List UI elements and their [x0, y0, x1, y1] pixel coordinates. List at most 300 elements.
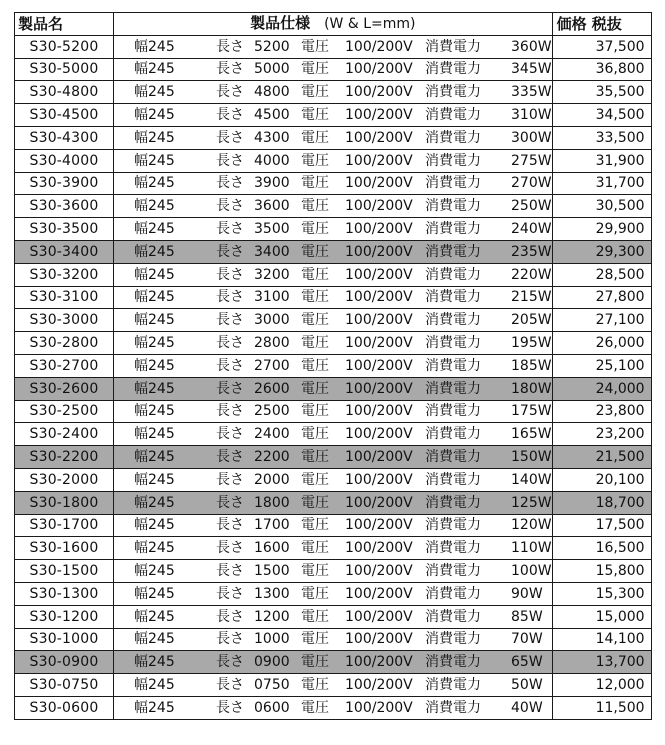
product-price: 29,900 — [552, 218, 651, 241]
length-label: 長さ — [216, 517, 244, 534]
spec-width — [134, 652, 216, 672]
length-value: 1000 — [254, 631, 290, 648]
width-value: 245 — [148, 449, 175, 466]
length-label: 長さ — [216, 380, 244, 397]
spec-width — [134, 629, 216, 649]
power-label: 消費電力 — [425, 426, 481, 443]
voltage-label: 電圧 — [301, 494, 329, 511]
product-name: S30-2800 — [15, 332, 114, 355]
power-value: 205W — [511, 312, 552, 329]
width-label: 幅 — [134, 152, 148, 169]
length-value: 3200 — [254, 266, 290, 283]
width-label: 幅 — [134, 426, 148, 443]
length-value: 2000 — [254, 471, 290, 488]
product-name: S30-1800 — [15, 491, 114, 514]
product-price: 36,800 — [552, 58, 651, 81]
product-spec — [114, 696, 553, 719]
length-label: 長さ — [216, 198, 244, 215]
product-name: S30-3400 — [15, 240, 114, 263]
power-label: 消費電力 — [425, 449, 481, 466]
product-spec — [114, 81, 553, 104]
table-row — [15, 35, 652, 58]
spec-width — [134, 287, 216, 307]
voltage-value: 100/200V — [345, 449, 413, 466]
product-name: S30-4000 — [15, 149, 114, 172]
voltage-label: 電圧 — [301, 540, 329, 557]
table-row — [15, 560, 652, 583]
power-value: 185W — [511, 357, 552, 374]
voltage-label: 電圧 — [301, 335, 329, 352]
length-value: 0900 — [254, 654, 290, 671]
voltage-value: 100/200V — [345, 357, 413, 374]
product-spec — [114, 309, 553, 332]
voltage-label: 電圧 — [301, 243, 329, 260]
voltage-label: 電圧 — [301, 471, 329, 488]
voltage-label: 電圧 — [301, 289, 329, 306]
product-spec — [114, 582, 553, 605]
length-value: 3000 — [254, 312, 290, 329]
power-value: 250W — [511, 198, 552, 215]
power-value: 360W — [511, 38, 552, 55]
length-value: 3600 — [254, 198, 290, 215]
power-value: 310W — [511, 107, 552, 124]
product-price: 29,300 — [552, 240, 651, 263]
product-spec — [114, 58, 553, 81]
product-price: 15,300 — [552, 582, 651, 605]
width-label: 幅 — [134, 517, 148, 534]
product-name: S30-2400 — [15, 423, 114, 446]
voltage-value: 100/200V — [345, 243, 413, 260]
voltage-value: 100/200V — [345, 471, 413, 488]
product-price: 31,700 — [552, 172, 651, 195]
table-row — [15, 446, 652, 469]
length-value: 5000 — [254, 61, 290, 78]
width-label: 幅 — [134, 403, 148, 420]
spec-width — [134, 379, 216, 399]
product-price: 25,100 — [552, 354, 651, 377]
width-value: 245 — [148, 426, 175, 443]
product-price: 14,100 — [552, 628, 651, 651]
voltage-label: 電圧 — [301, 426, 329, 443]
product-price: 37,500 — [552, 35, 651, 58]
power-label: 消費電力 — [425, 563, 481, 580]
width-label: 幅 — [134, 585, 148, 602]
product-price: 16,500 — [552, 537, 651, 560]
power-label: 消費電力 — [425, 312, 481, 329]
width-label: 幅 — [134, 357, 148, 374]
product-price: 30,500 — [552, 195, 651, 218]
width-value: 245 — [148, 563, 175, 580]
width-label: 幅 — [134, 107, 148, 124]
voltage-label: 電圧 — [301, 198, 329, 215]
product-price: 15,800 — [552, 560, 651, 583]
voltage-label: 電圧 — [301, 107, 329, 124]
width-label: 幅 — [134, 175, 148, 192]
product-spec — [114, 104, 553, 127]
spec-width — [134, 515, 216, 535]
voltage-value: 100/200V — [345, 335, 413, 352]
price-table — [14, 12, 652, 720]
length-value: 5200 — [254, 38, 290, 55]
width-label: 幅 — [134, 540, 148, 557]
power-label: 消費電力 — [425, 631, 481, 648]
length-label: 長さ — [216, 84, 244, 101]
table-row — [15, 309, 652, 332]
table-row — [15, 582, 652, 605]
product-name: S30-1500 — [15, 560, 114, 583]
length-label: 長さ — [216, 312, 244, 329]
length-value: 3500 — [254, 221, 290, 238]
product-name: S30-1300 — [15, 582, 114, 605]
voltage-value: 100/200V — [345, 107, 413, 124]
voltage-label: 電圧 — [301, 380, 329, 397]
power-value: 270W — [511, 175, 552, 192]
voltage-value: 100/200V — [345, 540, 413, 557]
voltage-value: 100/200V — [345, 654, 413, 671]
power-label: 消費電力 — [425, 357, 481, 374]
voltage-label: 電圧 — [301, 403, 329, 420]
table-row — [15, 468, 652, 491]
header-row — [15, 13, 652, 36]
power-label: 消費電力 — [425, 540, 481, 557]
product-price: 23,200 — [552, 423, 651, 446]
table-row — [15, 81, 652, 104]
width-value: 245 — [148, 61, 175, 78]
voltage-label: 電圧 — [301, 175, 329, 192]
width-label: 幅 — [134, 699, 148, 716]
power-label: 消費電力 — [425, 129, 481, 146]
length-value: 3100 — [254, 289, 290, 306]
width-value: 245 — [148, 289, 175, 306]
length-label: 長さ — [216, 107, 244, 124]
power-value: 240W — [511, 221, 552, 238]
table-row — [15, 58, 652, 81]
voltage-label: 電圧 — [301, 221, 329, 238]
voltage-label: 電圧 — [301, 61, 329, 78]
length-value: 3400 — [254, 243, 290, 260]
length-value: 1600 — [254, 540, 290, 557]
voltage-label: 電圧 — [301, 266, 329, 283]
power-label: 消費電力 — [425, 494, 481, 511]
length-value: 2600 — [254, 380, 290, 397]
spec-width — [134, 128, 216, 148]
spec-width — [134, 105, 216, 125]
power-label: 消費電力 — [425, 152, 481, 169]
width-label: 幅 — [134, 198, 148, 215]
width-label: 幅 — [134, 266, 148, 283]
voltage-label: 電圧 — [301, 38, 329, 55]
product-price: 27,800 — [552, 286, 651, 309]
width-label: 幅 — [134, 449, 148, 466]
product-name: S30-1200 — [15, 605, 114, 628]
width-value: 245 — [148, 243, 175, 260]
power-label: 消費電力 — [425, 380, 481, 397]
spec-width — [134, 447, 216, 467]
voltage-label: 電圧 — [301, 357, 329, 374]
voltage-value: 100/200V — [345, 426, 413, 443]
table-row — [15, 104, 652, 127]
product-spec — [114, 605, 553, 628]
spec-width — [134, 584, 216, 604]
power-label: 消費電力 — [425, 84, 481, 101]
power-label: 消費電力 — [425, 471, 481, 488]
voltage-value: 100/200V — [345, 517, 413, 534]
voltage-value: 100/200V — [345, 631, 413, 648]
product-price: 12,000 — [552, 674, 651, 697]
product-spec — [114, 35, 553, 58]
table-row — [15, 651, 652, 674]
product-name: S30-5200 — [15, 35, 114, 58]
length-value: 2800 — [254, 335, 290, 352]
length-label: 長さ — [216, 175, 244, 192]
power-value: 275W — [511, 152, 552, 169]
width-label: 幅 — [134, 243, 148, 260]
spec-width — [134, 356, 216, 376]
product-name: S30-2000 — [15, 468, 114, 491]
product-spec — [114, 172, 553, 195]
spec-width — [134, 173, 216, 193]
spec-width — [134, 470, 216, 490]
table-row — [15, 628, 652, 651]
width-value: 245 — [148, 38, 175, 55]
length-value: 1300 — [254, 585, 290, 602]
voltage-label: 電圧 — [301, 129, 329, 146]
product-price: 11,500 — [552, 696, 651, 719]
product-price: 27,100 — [552, 309, 651, 332]
voltage-value: 100/200V — [345, 266, 413, 283]
width-value: 245 — [148, 471, 175, 488]
product-name: S30-4300 — [15, 126, 114, 149]
spec-width — [134, 561, 216, 581]
product-name: S30-0900 — [15, 651, 114, 674]
width-label: 幅 — [134, 494, 148, 511]
width-value: 245 — [148, 357, 175, 374]
width-label: 幅 — [134, 129, 148, 146]
length-label: 長さ — [216, 608, 244, 625]
power-label: 消費電力 — [425, 221, 481, 238]
product-spec — [114, 674, 553, 697]
width-label: 幅 — [134, 84, 148, 101]
power-value: 235W — [511, 243, 552, 260]
voltage-value: 100/200V — [345, 494, 413, 511]
length-label: 長さ — [216, 243, 244, 260]
voltage-value: 100/200V — [345, 198, 413, 215]
width-label: 幅 — [134, 335, 148, 352]
width-label: 幅 — [134, 221, 148, 238]
power-value: 175W — [511, 403, 552, 420]
length-label: 長さ — [216, 152, 244, 169]
length-value: 4500 — [254, 107, 290, 124]
length-value: 3900 — [254, 175, 290, 192]
width-label: 幅 — [134, 312, 148, 329]
product-spec — [114, 446, 553, 469]
width-label: 幅 — [134, 38, 148, 55]
table-row — [15, 332, 652, 355]
width-value: 245 — [148, 221, 175, 238]
product-name: S30-1000 — [15, 628, 114, 651]
table-row — [15, 240, 652, 263]
voltage-value: 100/200V — [345, 129, 413, 146]
spec-width — [134, 82, 216, 102]
product-price: 31,900 — [552, 149, 651, 172]
product-spec — [114, 491, 553, 514]
width-label: 幅 — [134, 61, 148, 78]
length-value: 1800 — [254, 494, 290, 511]
voltage-label: 電圧 — [301, 654, 329, 671]
width-value: 245 — [148, 335, 175, 352]
voltage-label: 電圧 — [301, 84, 329, 101]
width-value: 245 — [148, 631, 175, 648]
table-row — [15, 126, 652, 149]
table-row — [15, 195, 652, 218]
product-name: S30-1600 — [15, 537, 114, 560]
table-row — [15, 354, 652, 377]
table-row — [15, 514, 652, 537]
length-value: 2200 — [254, 449, 290, 466]
power-value: 140W — [511, 471, 552, 488]
spec-width — [134, 401, 216, 421]
power-value: 100W — [511, 563, 552, 580]
width-value: 245 — [148, 654, 175, 671]
product-spec — [114, 286, 553, 309]
width-value: 245 — [148, 84, 175, 101]
width-value: 245 — [148, 107, 175, 124]
voltage-value: 100/200V — [345, 403, 413, 420]
width-value: 245 — [148, 380, 175, 397]
voltage-label: 電圧 — [301, 699, 329, 716]
header-spec-label: 製品仕様 — [250, 14, 311, 33]
spec-width — [134, 333, 216, 353]
spec-width — [134, 37, 216, 57]
spec-width — [134, 151, 216, 171]
spec-width — [134, 242, 216, 262]
voltage-value: 100/200V — [345, 312, 413, 329]
length-value: 1200 — [254, 608, 290, 625]
power-label: 消費電力 — [425, 335, 481, 352]
voltage-label: 電圧 — [301, 608, 329, 625]
power-label: 消費電力 — [425, 38, 481, 55]
width-value: 245 — [148, 403, 175, 420]
power-label: 消費電力 — [425, 654, 481, 671]
product-price: 26,000 — [552, 332, 651, 355]
product-spec — [114, 560, 553, 583]
spec-width — [134, 310, 216, 330]
product-name: S30-5000 — [15, 58, 114, 81]
voltage-value: 100/200V — [345, 585, 413, 602]
power-label: 消費電力 — [425, 517, 481, 534]
product-name: S30-2600 — [15, 377, 114, 400]
voltage-value: 100/200V — [345, 84, 413, 101]
voltage-label: 電圧 — [301, 312, 329, 329]
power-value: 150W — [511, 449, 552, 466]
header-product-spec — [114, 13, 553, 36]
power-value: 90W — [511, 585, 543, 602]
power-value: 110W — [511, 540, 552, 557]
product-spec — [114, 332, 553, 355]
power-value: 195W — [511, 335, 552, 352]
power-label: 消費電力 — [425, 243, 481, 260]
power-value: 40W — [511, 699, 543, 716]
width-value: 245 — [148, 175, 175, 192]
width-value: 245 — [148, 540, 175, 557]
width-value: 245 — [148, 494, 175, 511]
product-name: S30-0600 — [15, 696, 114, 719]
voltage-value: 100/200V — [345, 380, 413, 397]
voltage-value: 100/200V — [345, 699, 413, 716]
table-row — [15, 286, 652, 309]
length-value: 4300 — [254, 129, 290, 146]
product-spec — [114, 651, 553, 674]
spec-width — [134, 538, 216, 558]
length-label: 長さ — [216, 335, 244, 352]
power-value: 180W — [511, 380, 552, 397]
header-price: 価格 税抜 — [552, 13, 651, 36]
voltage-label: 電圧 — [301, 152, 329, 169]
spec-width — [134, 59, 216, 79]
power-value: 65W — [511, 654, 543, 671]
power-value: 215W — [511, 289, 552, 306]
power-value: 50W — [511, 677, 543, 693]
length-label: 長さ — [216, 677, 244, 693]
length-value: 2700 — [254, 357, 290, 374]
voltage-label: 電圧 — [301, 517, 329, 534]
product-price: 23,800 — [552, 400, 651, 423]
length-value: 2400 — [254, 426, 290, 443]
voltage-value: 100/200V — [345, 289, 413, 306]
table-row — [15, 423, 652, 446]
length-label: 長さ — [216, 699, 244, 716]
product-price: 18,700 — [552, 491, 651, 514]
spec-width — [134, 265, 216, 285]
product-spec — [114, 514, 553, 537]
length-label: 長さ — [216, 221, 244, 238]
table-row — [15, 172, 652, 195]
product-name: S30-3900 — [15, 172, 114, 195]
width-label: 幅 — [134, 654, 148, 671]
width-label: 幅 — [134, 380, 148, 397]
length-label: 長さ — [216, 540, 244, 557]
product-name: S30-3000 — [15, 309, 114, 332]
power-value: 300W — [511, 129, 552, 146]
power-value: 335W — [511, 84, 552, 101]
table-row — [15, 674, 652, 697]
length-value: 2500 — [254, 403, 290, 420]
voltage-label: 電圧 — [301, 449, 329, 466]
product-price: 33,500 — [552, 126, 651, 149]
voltage-value: 100/200V — [345, 608, 413, 625]
product-name: S30-0750 — [15, 674, 114, 697]
voltage-label: 電圧 — [301, 631, 329, 648]
product-name: S30-2200 — [15, 446, 114, 469]
product-spec — [114, 423, 553, 446]
power-value: 70W — [511, 631, 543, 648]
length-value: 0750 — [254, 677, 290, 693]
product-spec — [114, 400, 553, 423]
power-label: 消費電力 — [425, 61, 481, 78]
product-price: 24,000 — [552, 377, 651, 400]
width-label: 幅 — [134, 631, 148, 648]
product-spec — [114, 263, 553, 286]
length-value: 4800 — [254, 84, 290, 101]
product-name: S30-3200 — [15, 263, 114, 286]
power-label: 消費電力 — [425, 403, 481, 420]
length-label: 長さ — [216, 357, 244, 374]
product-price: 28,500 — [552, 263, 651, 286]
length-value: 4000 — [254, 152, 290, 169]
length-label: 長さ — [216, 449, 244, 466]
spec-width — [134, 219, 216, 239]
spec-width — [134, 196, 216, 216]
